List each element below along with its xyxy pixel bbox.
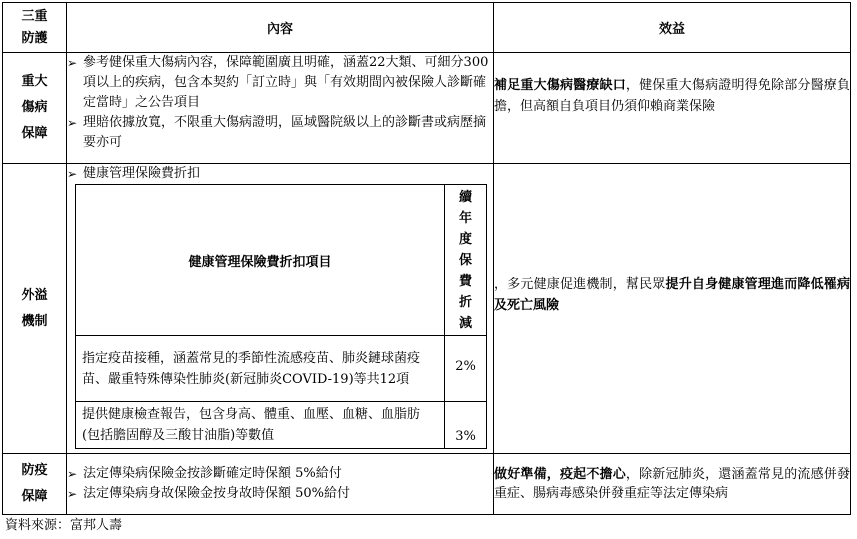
benefit-text: ，健保重大傷病證明得免除部分醫療負擔，但高額自負項目仍須仰賴商業保險 [494, 78, 850, 114]
content-epidemic [67, 454, 494, 515]
discount-rate: 2% [445, 336, 487, 402]
benefit-text: ，多元健康促進機制，幫民眾 [494, 276, 666, 292]
bullet-item: ➢ 健康管理保險費折扣 [67, 164, 493, 184]
header-benefit: 效益 [494, 3, 851, 53]
category-major-illness [3, 53, 67, 164]
benefit-bold: 提升自身健康管理進而降低罹病及死亡風險 [494, 276, 850, 313]
header-protection [3, 3, 67, 53]
content-major-illness [67, 53, 494, 164]
benefit-bold: 補足重大傷病醫療缺口 [494, 78, 626, 93]
category-spillover [3, 164, 67, 454]
benefit-spillover [494, 164, 851, 454]
discount-rate-header-text: 續年度保費折減 [458, 189, 472, 331]
discount-rate: 3% [445, 402, 487, 449]
discount-rate-header [445, 185, 487, 336]
discount-item-header: 健康管理保險費折扣項目 [76, 185, 445, 336]
benefit-text: ，除新冠肺炎，還涵蓋常見的流感併發重症、腸病毒感染併發重症等法定傳染病 [494, 467, 850, 501]
category-epidemic [3, 454, 67, 515]
category-major-illness-text: 重大 傷病 保障 [21, 74, 48, 141]
content-spillover [67, 164, 494, 454]
header-content: 內容 [67, 3, 494, 53]
bullet-item: ➢ 參考健保重大傷病內容，保障範圍廣且明確，涵蓋22大類、可細分300項以上的疾病，包含本契約「訂立時」與「有效期間內被保險人診斷確定當時」之公告項目 [67, 53, 493, 113]
benefit-major-illness [494, 53, 851, 164]
bullet-item: ➢ 法定傳染病身故保險金按身故時保額 50%給付 [67, 484, 493, 504]
header-row [3, 3, 851, 53]
benefit-bold: 做好準備，疫起不擔心 [494, 467, 626, 482]
table-row [76, 336, 487, 402]
row-major-illness [3, 53, 851, 164]
benefit-epidemic [494, 454, 851, 515]
category-spillover-text: 外溢 機制 [21, 287, 48, 329]
category-epidemic-text: 防疫 保障 [21, 463, 48, 504]
row-epidemic [3, 454, 851, 515]
bullet-item: ➢ 理賠依據放寬，不限重大傷病證明，區域醫院級以上的診斷書或病歷摘要亦可 [67, 113, 493, 153]
discount-table [75, 184, 487, 449]
header-protection-text: 三重 防護 [21, 8, 48, 46]
bullet-item: ➢ 法定傳染病保險金按診斷確定時保額 5%給付 [67, 464, 493, 484]
row-spillover [3, 164, 851, 454]
table-row [76, 402, 487, 449]
discount-item: 指定疫苗接種，涵蓋常見的季節性流感疫苗、肺炎鏈球菌疫苗、嚴重特殊傳染性肺炎(新冠肺炎COVID-19)等共12項 [76, 336, 445, 402]
source-note: 資料來源：富邦人壽 [5, 518, 123, 533]
discount-item: 提供健康檢查報告，包含身高、體重、血壓、血糖、血脂肪(包括膽固醇及三酸甘油脂)等數值 [76, 402, 445, 449]
insurance-comparison-table [2, 2, 851, 515]
discount-table-header [76, 185, 487, 336]
